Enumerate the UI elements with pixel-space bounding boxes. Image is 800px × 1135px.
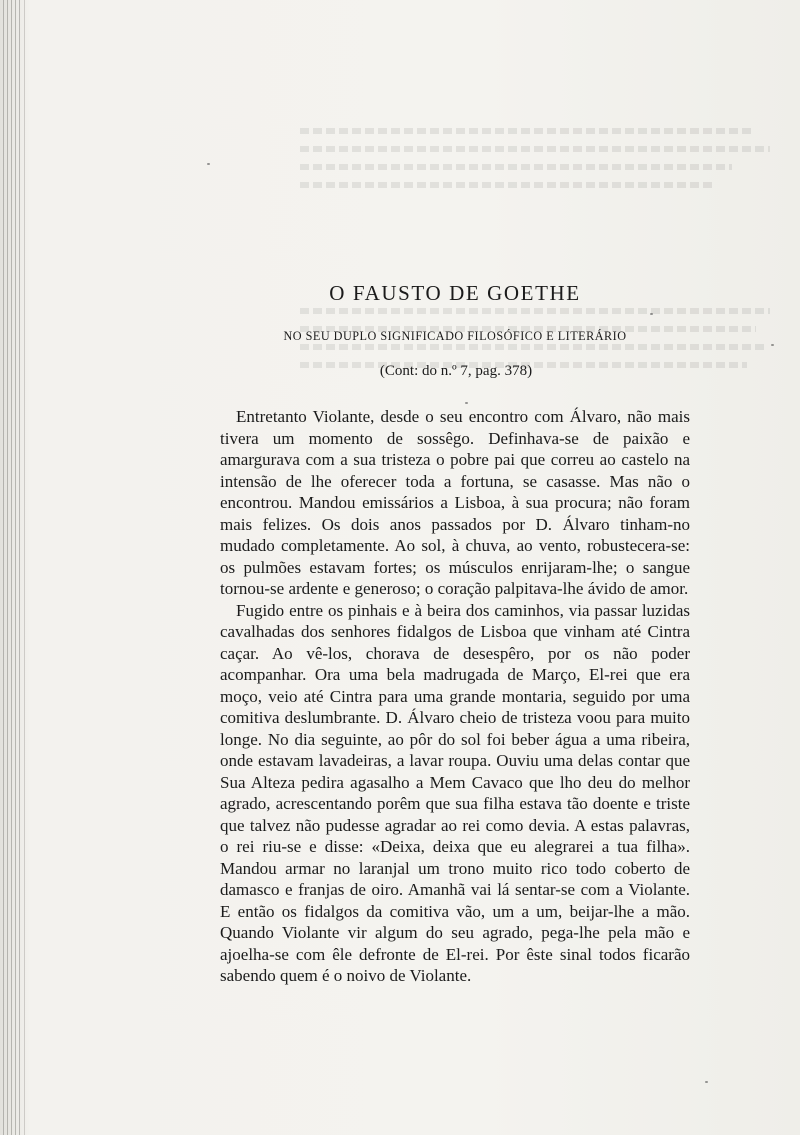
- paragraph: Entretanto Violante, desde o seu encontro com Álvaro, não mais tivera um momento de sossêgo. Definhava-se de paixão e amargurava com a sua tristeza o pobre pai que correu ao castelo na intensão de lhe oferecer toda a fortuna, se casasse. Mas não o encontrou. Mandou emissários a Lisboa, à sua procura; não foram mais felizes. Os dois anos passados por D. Álvaro tinham-no mudado completamente. Ao sol, à chuva, ao vento, robustecera-se: os pulmões estavam fortes; os músculos enrijaram-lhe; o sangue tornou-se ardente e generoso; o coração palpitava-lhe ávido de amor.: [220, 407, 690, 598]
- article-subtitle: NO SEU DUPLO SIGNIFICADO FILOSÓFICO E LITERÁRIO: [283, 329, 627, 343]
- scan-speck: [705, 1081, 708, 1083]
- scan-speck: [207, 163, 210, 165]
- scan-speck: [650, 313, 653, 315]
- article-title: O FAUSTO DE GOETHE: [329, 281, 581, 305]
- show-through-text: [300, 128, 770, 428]
- paragraph: Fugido entre os pinhais e à beira dos caminhos, via passar luzidas cavalhadas dos senhores fidalgos de Lisboa que vinham até Cintra caçar. Ao vê-los, chorava de desespêro, por os não poder acompanhar. Ora uma bela madrugada de Março, El-rei que era moço, veio até Cintra para uma grande montaria, seguido por uma comitiva deslumbrante. D. Álvaro cheio de tristeza voou para muito longe. No dia seguinte, ao pôr do sol foi beber água a uma ribeira, onde estavam lavadeiras, a lavar roupa. Ouviu uma delas contar que Sua Alteza pedira agasalho a Mem Cavaco que lho deu do melhor agrado, acrescentando porêm que sua filha estava tão doente e triste que talvez não pudesse agradar ao rei como devia. A estas palavras, o rei riu-se e disse: «Deixa, deixa que eu alegrarei a tua filha». Mandou armar no laranjal um trono muito rico todo coberto de damasco e franjas de oiro. Amanhã vai lá sentar-se com a Violante. E então os fidalgos da comitiva vão, um a um, beijar-lhe a mão. Quando Violante vir algum do seu agrado, pega-lhe pela mão e ajoelha-se com êle defronte de El-rei. Por êste sinal todos ficarão sabendo quem é o noivo de Violante.: [220, 600, 690, 985]
- scan-speck: [465, 402, 468, 404]
- continuation-note: (Cont: do n.º 7, pag. 378): [379, 363, 533, 379]
- scan-speck: [771, 344, 774, 346]
- article-body: [220, 406, 690, 987]
- page-edge-lines: [0, 0, 30, 1135]
